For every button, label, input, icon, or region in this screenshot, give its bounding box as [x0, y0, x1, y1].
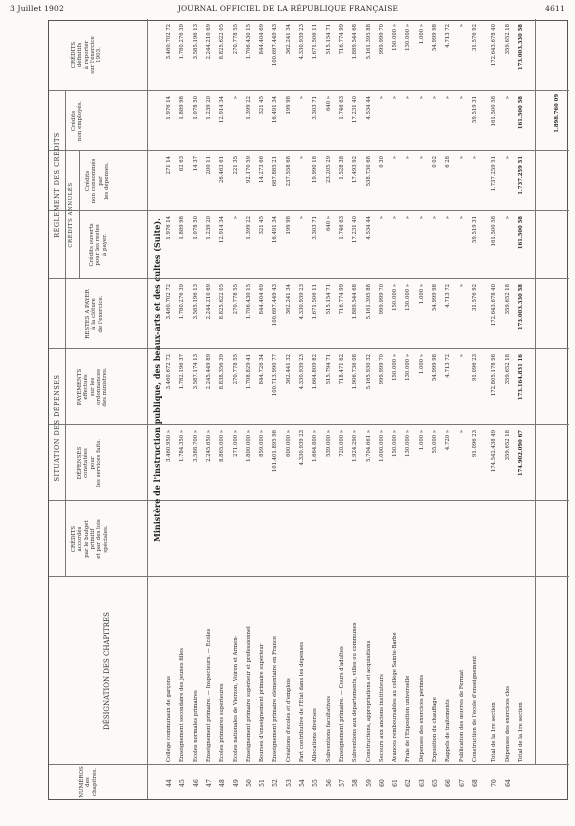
row-designation: Créations d'écoles et d'emplois — [285, 678, 292, 762]
table-cell: 3.460.702 72 — [166, 284, 172, 320]
table-cell: 199 98 — [285, 216, 292, 235]
row-number: 57 — [338, 779, 346, 787]
table-cell: » — [232, 96, 239, 100]
table-cell: 6 28 — [445, 156, 452, 168]
table-cell: 600.000 » — [285, 430, 292, 457]
table-cell: 1.924.290 » — [352, 430, 359, 462]
row-number: 62 — [405, 779, 413, 787]
table-cell: 1.000 » — [418, 430, 425, 451]
table-cell: 270.778 55 — [232, 24, 239, 55]
table-cell: » — [445, 96, 452, 100]
row-designation: Dépenses des exercices clos — [504, 685, 511, 762]
table-cell: 3.460.702 72 — [166, 24, 172, 60]
col-payements-header: PAYEMENTS effectués sur les ordonnances des ministres. — [77, 367, 109, 407]
table-cell: 1.239 20 — [205, 216, 212, 240]
row-number: 59 — [365, 779, 373, 787]
table-cell: 1.889 98 — [179, 216, 186, 240]
table-cell: » — [504, 96, 511, 100]
table-cell: 1.746 63 — [338, 216, 345, 240]
table-cell: 687.885 21 — [272, 156, 279, 187]
table-cell: 362.441 32 — [285, 354, 292, 385]
table-cell: 515.794 71 — [325, 354, 332, 385]
page-number: 4611 — [545, 4, 565, 13]
row-designation: Enseignement primaire supérieur et professionnel — [245, 626, 252, 762]
row-designation: Avances remboursables au collège Sainte-Barbe — [392, 632, 399, 762]
table-cell: » — [418, 156, 425, 160]
table-cell: 54.999 98 — [432, 24, 438, 51]
row-designation: Exposition du chauffage — [432, 697, 438, 762]
row-number: 68 — [471, 779, 479, 787]
table-cell: 1.976 14 — [166, 96, 172, 120]
table-cell: 54.999 98 — [432, 284, 438, 311]
row-number: 63 — [418, 779, 426, 787]
table-cell: 1.528 38 — [338, 156, 345, 180]
col-reports-header: CRÉDITS définitifs à reporter sur l'exercice 1903. — [71, 36, 103, 74]
table-cell: 5.704.661 » — [365, 430, 372, 462]
table-cell: 14 37 — [192, 156, 199, 172]
table-cell: » — [392, 96, 399, 100]
table-cell: 200 11 — [205, 156, 212, 175]
row-designation: Écoles normales primaires — [192, 690, 199, 762]
table-cell: 1.708.829 41 — [245, 354, 252, 390]
row-designation: Subventions aux départements, villes ou communes — [352, 622, 359, 762]
row-designation: Bourses d'enseignement primaire supérieur — [259, 643, 266, 762]
row-number: 49 — [232, 779, 240, 787]
table-cell: 150.000 » — [392, 284, 399, 311]
table-cell: 1.800.000 » — [245, 430, 252, 462]
table-cell: 4.330.939 23 — [299, 24, 305, 60]
table-cell: » — [232, 216, 239, 220]
table-cell: 91.096 23 — [471, 354, 478, 381]
table-cell: 4.713 72 — [445, 354, 452, 378]
table-cell: 150.000 » — [392, 354, 399, 381]
table-cell: » — [504, 156, 511, 160]
table-cell: 5.165.930 32 — [365, 354, 372, 390]
row-designation: Total de la 1re section — [517, 702, 524, 762]
table-cell: » — [458, 24, 465, 28]
table-cell: 999.999 70 — [378, 354, 385, 385]
table-cell: 16.491 34 — [272, 96, 279, 123]
table-cell: 1.889 98 — [179, 96, 186, 120]
table-cell: 55.000 » — [432, 430, 438, 454]
table-cell: 1.000 » — [418, 284, 425, 305]
table-cell: 172.643.678 40 — [491, 24, 498, 67]
row-number: 51 — [259, 779, 267, 787]
table-cell: 8.825.622 05 — [219, 24, 226, 60]
table-cell: 321 45 — [259, 96, 266, 115]
row-number: 60 — [378, 779, 386, 787]
table-cell: 59.519 31 — [471, 96, 478, 123]
table-cell: 100.697.449 43 — [272, 24, 279, 67]
row-number: 56 — [325, 779, 333, 787]
table-cell: 8.865.000 » — [219, 430, 226, 462]
table-cell: » — [458, 216, 465, 220]
table-cell: 17.493 92 — [352, 156, 359, 183]
table-cell: 130.000 » — [405, 430, 412, 457]
rotated-budget-table — [48, 20, 568, 800]
table-cell: 1.737.259 51 — [491, 156, 498, 192]
table-cell: » — [418, 216, 425, 220]
row-designation: Total de la 1re section — [491, 702, 498, 762]
row-number: 45 — [179, 779, 187, 787]
table-cell: 844.404 69 — [259, 24, 266, 55]
table-cell: 199 98 — [285, 96, 292, 115]
table-cell: 1.782.196 37 — [179, 354, 186, 390]
table-cell: » — [405, 96, 412, 100]
table-cell: 999.999 70 — [378, 24, 385, 55]
table-cell: 23.205 29 — [325, 156, 332, 183]
table-cell: 1.000 » — [418, 354, 425, 375]
table-cell: 844.404 69 — [259, 284, 266, 315]
col-num-header: NUMÉROS des chapitres. — [79, 766, 98, 798]
table-grid — [48, 20, 568, 800]
col-ouverts-header: Crédits ouverts pour les restes à payer. — [89, 223, 108, 267]
table-cell: 718.471 62 — [338, 354, 345, 385]
table-cell: 1.976 14 — [166, 216, 172, 240]
table-cell: 1.889.544 68 — [352, 284, 359, 320]
table-cell: 359.652 18 — [504, 284, 511, 315]
table-cell: 8.825.622 05 — [219, 284, 226, 320]
table-cell: » — [299, 96, 305, 100]
table-cell: 1.746 63 — [338, 96, 345, 120]
table-cell: 221 35 — [232, 156, 239, 175]
table-cell: 3.303 71 — [312, 216, 319, 240]
table-cell: 173.164.831 16 — [517, 354, 524, 401]
table-cell: 999.999 70 — [378, 284, 385, 315]
table-cell: 172.643.678 40 — [491, 284, 498, 327]
table-cell: 100.713.990 77 — [272, 354, 279, 397]
table-cell: 92.170 59 — [245, 156, 252, 183]
table-cell: » — [392, 156, 399, 160]
table-cell: 1.399 22 — [245, 96, 252, 120]
table-cell: » — [392, 216, 399, 220]
table-cell: 720.000 » — [338, 430, 345, 457]
table-cell: 17.231 40 — [352, 96, 359, 123]
table-cell: » — [299, 156, 305, 160]
row-number: 55 — [312, 779, 320, 787]
table-cell: 1.706.430 15 — [245, 284, 252, 320]
table-cell: » — [432, 216, 438, 220]
table-cell: » — [458, 354, 465, 358]
table-cell: 4.534 44 — [365, 96, 372, 120]
col-nonemployes-header: Crédits non employés. — [71, 100, 84, 142]
table-cell: » — [458, 156, 465, 160]
table-cell: 1.000 » — [418, 24, 425, 45]
table-cell: 161.500 58 — [517, 96, 524, 130]
col-designation-header: DÉSIGNATION DES CHAPITRES — [103, 612, 111, 730]
table-cell: 515.154 71 — [325, 24, 332, 55]
row-designation: Construction de l'école d'enseignement — [471, 655, 478, 762]
row-designation: Constructions, appropriations et acquisitions — [365, 640, 372, 762]
table-cell: 362.241 34 — [285, 284, 292, 315]
table-cell: 5.161.395 88 — [365, 284, 372, 320]
table-cell: 271.000 » — [232, 430, 239, 457]
table-cell: 3.303 71 — [312, 96, 319, 120]
table-cell: 173.003.330 58 — [517, 24, 524, 71]
table-cell: 59.519 31 — [471, 216, 478, 243]
table-cell: 62 63 — [179, 156, 186, 172]
row-number: 54 — [299, 779, 306, 787]
table-cell: 538.730 68 — [365, 156, 372, 187]
table-cell: 161.500 58 — [517, 216, 524, 250]
table-cell: 2.244.210 69 — [205, 24, 212, 60]
table-cell: 1.780.276 39 — [179, 24, 186, 60]
table-cell: 1.671.506 11 — [312, 284, 319, 320]
table-cell: 359.652 18 — [504, 430, 511, 461]
table-cell: » — [378, 216, 385, 220]
table-cell: 31.576 92 — [471, 284, 478, 311]
row-designation: Secours aux anciens instituteurs — [378, 674, 385, 762]
table-cell: 130.000 » — [405, 354, 412, 381]
table-cell: 640 » — [325, 96, 332, 112]
col-restes-header: RESTES A PAYER à la clôture de l'exercice. — [85, 289, 104, 339]
table-cell: 3.588.700 » — [192, 430, 199, 462]
table-cell: 0 02 — [432, 156, 438, 168]
table-cell: 4.534 44 — [365, 216, 372, 240]
ministry-subtitle: Ministère de l'instruction publique, des beaux-arts et des cultes (Suite). — [152, 218, 162, 542]
table-cell: » — [299, 216, 305, 220]
table-cell: » — [445, 216, 452, 220]
table-cell: » — [405, 156, 412, 160]
table-cell: 1.000.000 » — [378, 430, 385, 462]
table-cell: » — [471, 156, 478, 160]
table-cell: 539.000 » — [325, 430, 332, 457]
table-cell: 359.652 18 — [504, 24, 511, 55]
table-cell: 8.838.356 39 — [219, 354, 226, 390]
table-cell: 1.239 20 — [205, 96, 212, 120]
table-cell: 150.000 » — [392, 430, 399, 457]
row-number: 50 — [245, 779, 253, 787]
table-cell: 515.154 71 — [325, 284, 332, 315]
table-cell: 130.000 » — [405, 284, 412, 311]
table-cell: 0 30 — [378, 156, 385, 168]
table-cell: 3.460.672 72 — [166, 354, 172, 390]
table-cell: 174.902.090 67 — [517, 430, 524, 477]
row-designation: Enseignement primaire. — Cours d'adultes — [338, 646, 345, 762]
table-cell: 716.774 99 — [338, 284, 345, 315]
table-cell: 150.000 » — [392, 24, 399, 51]
row-number: 61 — [392, 779, 400, 787]
row-designation: Enseignement primaire élémentaire en France — [272, 636, 279, 762]
row-number: 65 — [432, 779, 439, 787]
table-cell: 271 14 — [166, 156, 172, 175]
table-cell: 54.999 98 — [432, 354, 438, 381]
row-designation: Allocations diverses — [312, 708, 319, 762]
band-situation: SITUATION DES DÉPENSES — [53, 374, 61, 482]
row-number: 52 — [272, 779, 280, 787]
table-cell: 1.664.800 » — [312, 430, 319, 462]
row-number: 46 — [192, 779, 200, 787]
table-cell: » — [504, 216, 511, 220]
row-designation: Écoles primaires supérieures — [219, 683, 226, 762]
row-number: 64 — [504, 779, 512, 787]
table-cell: 270.778 55 — [232, 284, 239, 315]
table-cell: 1.906.736 08 — [352, 354, 359, 390]
row-number: 58 — [352, 779, 360, 787]
table-cell: 4.713 72 — [445, 284, 452, 308]
row-designation: Frais de l'Exposition universelle — [405, 675, 412, 762]
table-cell: 161.500 58 — [491, 96, 498, 127]
table-cell: 161.500 58 — [491, 216, 498, 247]
row-designation: Subventions facultatives — [325, 696, 332, 762]
table-cell: » — [378, 96, 385, 100]
table-cell: 174.542.438 49 — [491, 430, 498, 473]
table-cell: 1.784.350 » — [179, 430, 186, 462]
table-cell: 237.558 68 — [285, 156, 292, 187]
table-cell: 3.585.196 13 — [192, 24, 199, 60]
table-cell: 173.003.330 58 — [517, 284, 524, 331]
row-number: 48 — [219, 779, 227, 787]
row-designation: Publication des œuvres de Fermat — [458, 669, 465, 762]
table-cell: 16.491 34 — [272, 216, 279, 243]
table-cell: 844.726 34 — [259, 354, 266, 385]
band-annules: CRÉDITS ANNULÉS — [68, 182, 74, 248]
table-cell: 5.161.395 88 — [365, 24, 372, 60]
table-cell: 3.585.196 13 — [192, 284, 199, 320]
table-cell: 14.273 66 — [259, 156, 266, 183]
table-cell: 1.978 50 — [192, 216, 199, 240]
table-cell: » — [458, 430, 465, 434]
table-cell: 362.241 34 — [285, 24, 292, 55]
table-cell: 26.463 61 — [219, 156, 226, 183]
table-cell: 859.000 » — [259, 430, 266, 457]
table-cell: 12.914 34 — [219, 96, 226, 123]
table-cell: 3.460.950 » — [166, 430, 172, 462]
table-cell: 359.652 18 — [504, 354, 511, 385]
row-number: 47 — [205, 779, 213, 787]
table-cell: 172.805.178 98 — [491, 354, 498, 397]
row-number: 53 — [285, 779, 293, 787]
table-cell: 1.780.276 39 — [179, 284, 186, 320]
table-cell: 1.737.259 51 — [517, 156, 524, 195]
table-cell: 91.096 23 — [471, 430, 478, 457]
table-cell: » — [458, 96, 465, 100]
table-cell: 1.889.544 68 — [352, 24, 359, 60]
page-date: 3 Juillet 1902 — [10, 4, 64, 13]
table-cell: 270.778 55 — [232, 354, 239, 385]
table-cell: 4.713 72 — [445, 24, 452, 48]
table-cell: » — [418, 96, 425, 100]
row-designation: Dépenses des exercices périmés — [418, 674, 425, 762]
table-cell: 2.245.650 » — [205, 430, 212, 462]
table-cell: 17.231 40 — [352, 216, 359, 243]
table-cell: 4.720 » — [445, 430, 452, 451]
table-cell: 1.399 22 — [245, 216, 252, 240]
table-cell: 716.774 99 — [338, 24, 345, 55]
table-cell: 1.978 50 — [192, 96, 199, 120]
table-cell: 12.914 34 — [219, 216, 226, 243]
row-number: 70 — [491, 779, 499, 787]
table-cell: 321 45 — [259, 216, 266, 235]
row-designation: Rappels de traitements — [445, 699, 452, 762]
table-cell: 100.697.449 43 — [272, 284, 279, 327]
table-cell: 130.000 » — [405, 24, 412, 51]
table-cell: 19.990 18 — [312, 156, 319, 183]
table-cell: 2.245.449 89 — [205, 354, 212, 390]
table-cell: » — [432, 96, 438, 100]
table-cell: 4.330.939 23 — [299, 354, 305, 390]
band-reglement: RÈGLEMENT DES CRÉDITS — [53, 132, 61, 238]
row-number: 67 — [458, 779, 466, 787]
table-cell: » — [458, 284, 465, 288]
row-designation: Part contributive de l'État dans les dépenses — [299, 641, 305, 762]
table-cell: 4.330.939 23 — [299, 284, 305, 320]
journal-title: JOURNAL OFFICIEL DE LA RÉPUBLIQUE FRANÇAISE — [177, 4, 399, 13]
table-cell: 31.576 92 — [471, 24, 478, 51]
table-cell: 3.587.174 13 — [192, 354, 199, 390]
col-depenses-header: DÉPENSES constatées pour les services faits. — [77, 439, 102, 487]
row-designation: Enseignement primaire. — Inspecteurs. — Écoles — [205, 628, 212, 762]
table-cell: 640 » — [325, 216, 332, 232]
table-cell: » — [405, 216, 412, 220]
table-cell: 1.671.506 11 — [312, 24, 319, 60]
row-number: 66 — [445, 779, 453, 787]
cancelled-credits-total: 1.898.760 09 — [554, 94, 560, 133]
table-cell: 4.330.939 23 — [299, 430, 305, 466]
table-cell: 2.244.210 69 — [205, 284, 212, 320]
col-nonconsommes-header: Crédits non consommés par les dépenses. — [85, 158, 110, 204]
row-designation: Collège communaux de garçons — [166, 676, 172, 762]
row-designation: Enseignement secondaire des jeunes filles — [179, 648, 186, 762]
row-number: 44 — [166, 779, 173, 787]
col-credits-header: CRÉDITS accordés par le budget primitif et par des lois spéciales. — [71, 519, 109, 559]
table-cell: 1.706.430 15 — [245, 24, 252, 60]
table-cell: 1.664.809 82 — [312, 354, 319, 390]
row-designation: Écoles nationales de Vierzon, Voiron et Armen- — [232, 635, 239, 762]
table-cell: 101.401.895 98 — [272, 430, 279, 473]
